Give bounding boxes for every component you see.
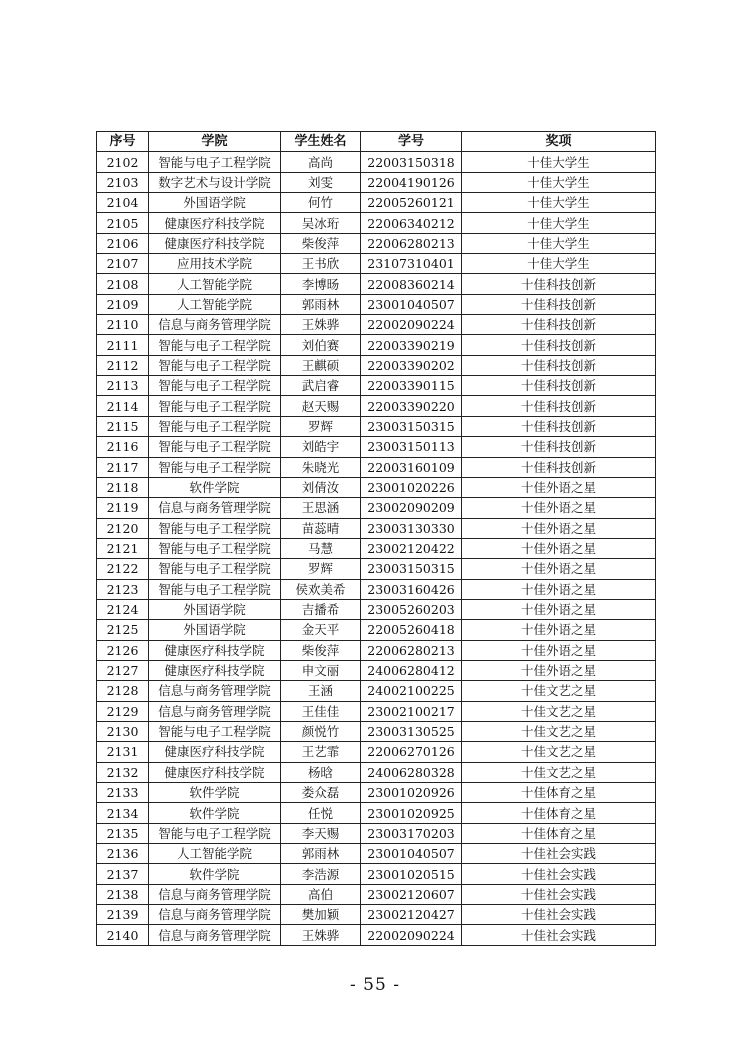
cell-seq: 2106 — [97, 233, 149, 253]
cell-award: 十佳外语之星 — [462, 660, 656, 680]
cell-award: 十佳科技创新 — [462, 335, 656, 355]
cell-seq: 2135 — [97, 823, 149, 843]
table-row — [97, 681, 656, 701]
cell-student-name: 高尚 — [281, 152, 361, 172]
cell-student-name: 朱晓光 — [281, 457, 361, 477]
cell-seq: 2112 — [97, 355, 149, 375]
cell-college: 健康医疗科技学院 — [149, 762, 281, 782]
cell-seq: 2113 — [97, 376, 149, 396]
cell-seq: 2121 — [97, 538, 149, 558]
cell-student-name: 武启睿 — [281, 376, 361, 396]
cell-college: 软件学院 — [149, 803, 281, 823]
header-award: 奖项 — [462, 132, 656, 152]
cell-student-id: 23002120422 — [361, 538, 462, 558]
cell-award: 十佳大学生 — [462, 152, 656, 172]
cell-student-id: 24006280412 — [361, 660, 462, 680]
table-body — [97, 152, 656, 945]
cell-award: 十佳外语之星 — [462, 518, 656, 538]
table-row — [97, 518, 656, 538]
cell-college: 信息与商务管理学院 — [149, 884, 281, 904]
cell-award: 十佳大学生 — [462, 254, 656, 274]
cell-seq: 2125 — [97, 620, 149, 640]
cell-college: 智能与电子工程学院 — [149, 579, 281, 599]
cell-student-name: 柴俊萍 — [281, 640, 361, 660]
cell-college: 健康医疗科技学院 — [149, 640, 281, 660]
cell-award: 十佳外语之星 — [462, 559, 656, 579]
cell-award: 十佳文艺之星 — [462, 721, 656, 741]
cell-award: 十佳文艺之星 — [462, 681, 656, 701]
cell-student-name: 柴俊萍 — [281, 233, 361, 253]
cell-student-id: 23003150315 — [361, 559, 462, 579]
cell-student-id: 22006280213 — [361, 640, 462, 660]
cell-student-name: 王书欣 — [281, 254, 361, 274]
cell-seq: 2139 — [97, 905, 149, 925]
cell-student-name: 苗蕊晴 — [281, 518, 361, 538]
cell-college: 外国语学院 — [149, 599, 281, 619]
table-row — [97, 437, 656, 457]
cell-student-id: 22003390115 — [361, 376, 462, 396]
cell-student-id: 23003150315 — [361, 416, 462, 436]
cell-college: 信息与商务管理学院 — [149, 498, 281, 518]
cell-college: 软件学院 — [149, 783, 281, 803]
cell-student-id: 22006280213 — [361, 233, 462, 253]
cell-seq: 2103 — [97, 172, 149, 192]
cell-student-id: 23001020926 — [361, 783, 462, 803]
cell-student-id: 22005260418 — [361, 620, 462, 640]
cell-student-id: 22006270126 — [361, 742, 462, 762]
cell-student-name: 罗辉 — [281, 559, 361, 579]
cell-award: 十佳文艺之星 — [462, 701, 656, 721]
cell-student-name: 金天平 — [281, 620, 361, 640]
cell-award: 十佳科技创新 — [462, 416, 656, 436]
cell-seq: 2132 — [97, 762, 149, 782]
cell-college: 信息与商务管理学院 — [149, 925, 281, 945]
cell-award: 十佳外语之星 — [462, 498, 656, 518]
cell-seq: 2138 — [97, 884, 149, 904]
cell-student-name: 王思涵 — [281, 498, 361, 518]
table-row — [97, 477, 656, 497]
cell-student-name: 刘伯赛 — [281, 335, 361, 355]
cell-seq: 2114 — [97, 396, 149, 416]
cell-student-name: 罗辉 — [281, 416, 361, 436]
cell-student-name: 樊加颖 — [281, 905, 361, 925]
cell-college: 人工智能学院 — [149, 844, 281, 864]
cell-seq: 2105 — [97, 213, 149, 233]
cell-seq: 2108 — [97, 274, 149, 294]
table-row — [97, 213, 656, 233]
cell-seq: 2119 — [97, 498, 149, 518]
cell-student-name: 李天赐 — [281, 823, 361, 843]
cell-student-id: 22006340212 — [361, 213, 462, 233]
cell-college: 智能与电子工程学院 — [149, 823, 281, 843]
cell-award: 十佳体育之星 — [462, 783, 656, 803]
cell-award: 十佳科技创新 — [462, 294, 656, 314]
cell-student-id: 23002120607 — [361, 884, 462, 904]
cell-student-name: 赵天赐 — [281, 396, 361, 416]
table-row — [97, 620, 656, 640]
cell-student-id: 24002100225 — [361, 681, 462, 701]
cell-student-id: 23003130525 — [361, 721, 462, 741]
cell-student-name: 申文丽 — [281, 660, 361, 680]
cell-college: 智能与电子工程学院 — [149, 355, 281, 375]
cell-student-id: 23001040507 — [361, 294, 462, 314]
cell-award: 十佳文艺之星 — [462, 762, 656, 782]
cell-student-id: 23003170203 — [361, 823, 462, 843]
cell-seq: 2117 — [97, 457, 149, 477]
table-row — [97, 457, 656, 477]
table-row — [97, 742, 656, 762]
cell-college: 人工智能学院 — [149, 274, 281, 294]
cell-award: 十佳社会实践 — [462, 884, 656, 904]
cell-college: 数字艺术与设计学院 — [149, 172, 281, 192]
cell-student-id: 23002100217 — [361, 701, 462, 721]
table-row — [97, 721, 656, 741]
table-row — [97, 172, 656, 192]
cell-award: 十佳社会实践 — [462, 844, 656, 864]
cell-seq: 2123 — [97, 579, 149, 599]
cell-student-id: 22003390219 — [361, 335, 462, 355]
table-row — [97, 579, 656, 599]
table-header — [97, 132, 656, 152]
cell-college: 信息与商务管理学院 — [149, 905, 281, 925]
cell-award: 十佳外语之星 — [462, 477, 656, 497]
cell-college: 智能与电子工程学院 — [149, 437, 281, 457]
table-row — [97, 559, 656, 579]
cell-award: 十佳大学生 — [462, 233, 656, 253]
table-row — [97, 416, 656, 436]
cell-seq: 2107 — [97, 254, 149, 274]
cell-student-name: 刘皓宇 — [281, 437, 361, 457]
cell-seq: 2120 — [97, 518, 149, 538]
cell-student-id: 23001020515 — [361, 864, 462, 884]
table-row — [97, 640, 656, 660]
cell-college: 智能与电子工程学院 — [149, 721, 281, 741]
cell-award: 十佳大学生 — [462, 193, 656, 213]
cell-student-id: 22004190126 — [361, 172, 462, 192]
cell-award: 十佳科技创新 — [462, 376, 656, 396]
cell-seq: 2104 — [97, 193, 149, 213]
cell-student-id: 22002090224 — [361, 315, 462, 335]
cell-student-name: 王姝骅 — [281, 925, 361, 945]
header-seq: 序号 — [97, 132, 149, 152]
cell-seq: 2111 — [97, 335, 149, 355]
cell-award: 十佳大学生 — [462, 172, 656, 192]
cell-student-name: 吉播希 — [281, 599, 361, 619]
table-row — [97, 660, 656, 680]
cell-seq: 2102 — [97, 152, 149, 172]
table-row — [97, 193, 656, 213]
cell-college: 智能与电子工程学院 — [149, 457, 281, 477]
cell-college: 智能与电子工程学院 — [149, 152, 281, 172]
cell-student-id: 23003160426 — [361, 579, 462, 599]
table-row — [97, 315, 656, 335]
table-row — [97, 152, 656, 172]
cell-student-name: 任悦 — [281, 803, 361, 823]
cell-student-name: 马慧 — [281, 538, 361, 558]
cell-student-name: 李博旸 — [281, 274, 361, 294]
cell-award: 十佳科技创新 — [462, 315, 656, 335]
header-student-name: 学生姓名 — [281, 132, 361, 152]
cell-award: 十佳外语之星 — [462, 640, 656, 660]
cell-student-name: 王佳佳 — [281, 701, 361, 721]
cell-award: 十佳文艺之星 — [462, 742, 656, 762]
cell-award: 十佳社会实践 — [462, 905, 656, 925]
cell-college: 健康医疗科技学院 — [149, 660, 281, 680]
cell-seq: 2116 — [97, 437, 149, 457]
table-row — [97, 823, 656, 843]
cell-student-id: 23005260203 — [361, 599, 462, 619]
cell-seq: 2134 — [97, 803, 149, 823]
table-row — [97, 376, 656, 396]
cell-award: 十佳大学生 — [462, 213, 656, 233]
table-row — [97, 864, 656, 884]
cell-award: 十佳外语之星 — [462, 599, 656, 619]
cell-college: 健康医疗科技学院 — [149, 213, 281, 233]
cell-student-name: 李浩源 — [281, 864, 361, 884]
header-college: 学院 — [149, 132, 281, 152]
cell-seq: 2128 — [97, 681, 149, 701]
cell-college: 信息与商务管理学院 — [149, 315, 281, 335]
table-row — [97, 233, 656, 253]
cell-college: 信息与商务管理学院 — [149, 701, 281, 721]
cell-college: 健康医疗科技学院 — [149, 742, 281, 762]
cell-student-id: 23001020925 — [361, 803, 462, 823]
cell-award: 十佳科技创新 — [462, 457, 656, 477]
cell-award: 十佳科技创新 — [462, 355, 656, 375]
cell-student-id: 23002120427 — [361, 905, 462, 925]
cell-college: 智能与电子工程学院 — [149, 335, 281, 355]
cell-student-id: 22003390202 — [361, 355, 462, 375]
cell-student-id: 22005260121 — [361, 193, 462, 213]
table-row — [97, 803, 656, 823]
header-row — [97, 132, 656, 152]
table-row — [97, 335, 656, 355]
cell-award: 十佳外语之星 — [462, 620, 656, 640]
cell-student-id: 22002090224 — [361, 925, 462, 945]
cell-college: 智能与电子工程学院 — [149, 396, 281, 416]
cell-seq: 2140 — [97, 925, 149, 945]
cell-award: 十佳体育之星 — [462, 823, 656, 843]
cell-seq: 2122 — [97, 559, 149, 579]
cell-college: 智能与电子工程学院 — [149, 518, 281, 538]
cell-college: 健康医疗科技学院 — [149, 233, 281, 253]
table-row — [97, 294, 656, 314]
cell-award: 十佳社会实践 — [462, 864, 656, 884]
cell-student-id: 23003130330 — [361, 518, 462, 538]
cell-seq: 2137 — [97, 864, 149, 884]
table-row — [97, 783, 656, 803]
cell-student-id: 23107310401 — [361, 254, 462, 274]
cell-student-id: 23001040507 — [361, 844, 462, 864]
cell-seq: 2136 — [97, 844, 149, 864]
table-row — [97, 254, 656, 274]
cell-college: 智能与电子工程学院 — [149, 416, 281, 436]
cell-student-name: 刘雯 — [281, 172, 361, 192]
table-row — [97, 905, 656, 925]
cell-student-id: 23003150113 — [361, 437, 462, 457]
cell-award: 十佳科技创新 — [462, 396, 656, 416]
cell-seq: 2130 — [97, 721, 149, 741]
cell-student-name: 杨晗 — [281, 762, 361, 782]
table-row — [97, 701, 656, 721]
cell-seq: 2115 — [97, 416, 149, 436]
cell-seq: 2127 — [97, 660, 149, 680]
cell-student-name: 何竹 — [281, 193, 361, 213]
cell-student-id: 23002090209 — [361, 498, 462, 518]
cell-student-name: 郭雨林 — [281, 844, 361, 864]
cell-seq: 2129 — [97, 701, 149, 721]
cell-college: 外国语学院 — [149, 193, 281, 213]
cell-college: 人工智能学院 — [149, 294, 281, 314]
cell-student-name: 郭雨林 — [281, 294, 361, 314]
table-row — [97, 498, 656, 518]
table-row — [97, 538, 656, 558]
cell-college: 外国语学院 — [149, 620, 281, 640]
table-row — [97, 844, 656, 864]
page-number: - 55 - — [350, 975, 400, 995]
cell-award: 十佳科技创新 — [462, 274, 656, 294]
award-table — [96, 131, 656, 946]
table-row — [97, 274, 656, 294]
award-table-container — [96, 131, 655, 946]
cell-student-name: 侯欢美希 — [281, 579, 361, 599]
cell-student-name: 高伯 — [281, 884, 361, 904]
cell-award: 十佳外语之星 — [462, 579, 656, 599]
cell-seq: 2126 — [97, 640, 149, 660]
table-row — [97, 355, 656, 375]
cell-seq: 2109 — [97, 294, 149, 314]
table-row — [97, 599, 656, 619]
cell-student-name: 王艺霏 — [281, 742, 361, 762]
cell-award: 十佳外语之星 — [462, 538, 656, 558]
cell-student-id: 24006280328 — [361, 762, 462, 782]
table-row — [97, 396, 656, 416]
cell-seq: 2110 — [97, 315, 149, 335]
cell-student-name: 王涵 — [281, 681, 361, 701]
cell-college: 智能与电子工程学院 — [149, 559, 281, 579]
cell-student-id: 23001020226 — [361, 477, 462, 497]
cell-student-id: 22003160109 — [361, 457, 462, 477]
cell-college: 智能与电子工程学院 — [149, 538, 281, 558]
table-row — [97, 762, 656, 782]
header-student-id: 学号 — [361, 132, 462, 152]
cell-seq: 2118 — [97, 477, 149, 497]
cell-seq: 2131 — [97, 742, 149, 762]
cell-award: 十佳体育之星 — [462, 803, 656, 823]
cell-student-name: 王麒硕 — [281, 355, 361, 375]
cell-award: 十佳社会实践 — [462, 925, 656, 945]
cell-student-name: 颜悦竹 — [281, 721, 361, 741]
cell-college: 软件学院 — [149, 864, 281, 884]
cell-seq: 2124 — [97, 599, 149, 619]
cell-seq: 2133 — [97, 783, 149, 803]
cell-student-name: 娄众磊 — [281, 783, 361, 803]
cell-college: 信息与商务管理学院 — [149, 681, 281, 701]
table-row — [97, 884, 656, 904]
cell-college: 智能与电子工程学院 — [149, 376, 281, 396]
table-row — [97, 925, 656, 945]
cell-college: 软件学院 — [149, 477, 281, 497]
cell-student-id: 22008360214 — [361, 274, 462, 294]
cell-student-id: 22003390220 — [361, 396, 462, 416]
cell-student-name: 刘倩汝 — [281, 477, 361, 497]
cell-college: 应用技术学院 — [149, 254, 281, 274]
cell-student-name: 王姝骅 — [281, 315, 361, 335]
cell-award: 十佳科技创新 — [462, 437, 656, 457]
cell-student-name: 吴冰珩 — [281, 213, 361, 233]
cell-student-id: 22003150318 — [361, 152, 462, 172]
